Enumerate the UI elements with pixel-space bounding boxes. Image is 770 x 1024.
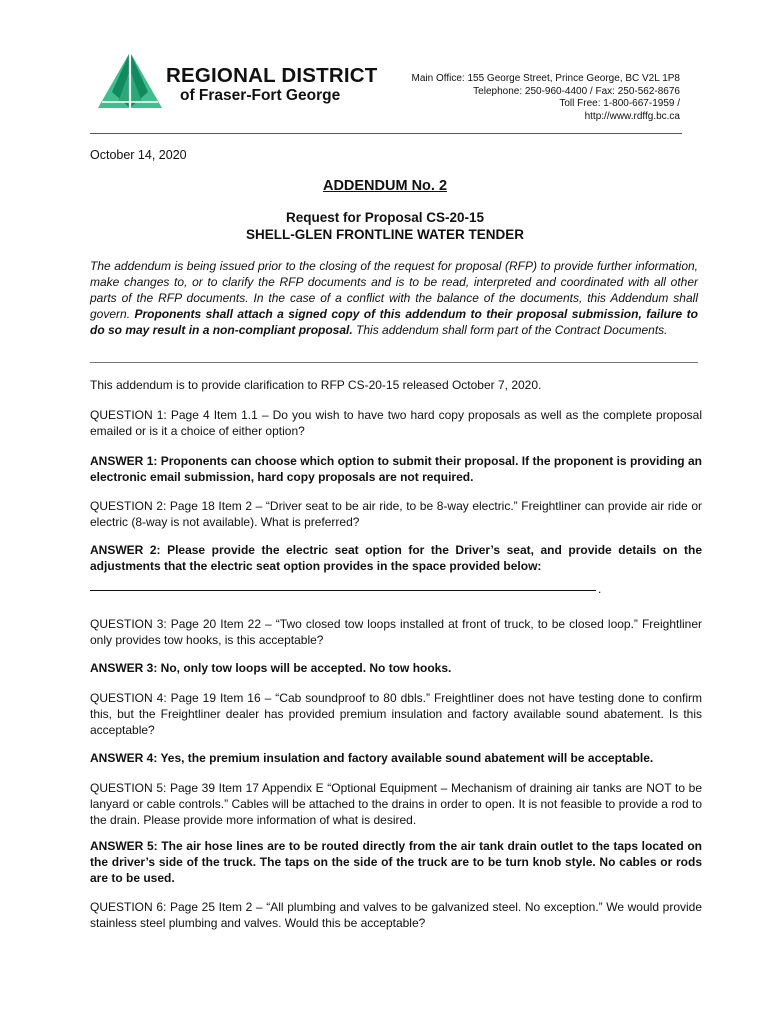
org-name: REGIONAL DISTRICT bbox=[166, 64, 378, 87]
contact-tollfree: Toll Free: 1-800-667-1959 / bbox=[559, 98, 680, 109]
question-4: QUESTION 4: Page 19 Item 16 – “Cab soundproof to 80 dbls.” Freightliner does not have testing done to confirm this, but the Freightliner dealer has provided premium insulation and factory available sound abatement. Is this acceptable? bbox=[90, 691, 702, 737]
answer-2-text: : Please provide the electric seat option for the Driver’s seat, and provide details on the adjustments that the electric seat option provides in the space provided below: bbox=[90, 543, 702, 573]
question-2: QUESTION 2: Page 18 Item 2 – “Driver seat to be air ride, to be 8-way electric.” Freightliner can provide air ride or electric (8-way is not available). What is preferred? bbox=[90, 499, 702, 529]
answer-5: ANSWER 5: The air hose lines are to be routed directly from the air tank drain outlet to the taps located on the driver’s side of the truck. The taps on the side of the truck are to be turn knob style. No cables or rods are to be used. bbox=[90, 839, 702, 885]
question-5: QUESTION 5: Page 39 Item 17 Appendix E “Optional Equipment – Mechanism of draining air tanks are NOT to be lanyard or cable controls.” Cables will be attached to the drains in order to open. It is not feasible to provide a rod to the drain. Please provide more information of what is desired. bbox=[90, 781, 702, 827]
contact-address: Main Office: 155 George Street, Prince George, BC V2L 1P8 bbox=[411, 73, 680, 84]
intro-bold-notice: Proponents shall attach a signed copy of this addendum to their proposal submission, failure to do so may result in a non-compliant proposal. bbox=[90, 307, 698, 337]
intro-paragraph bbox=[90, 258, 698, 338]
question-1: QUESTION 1: Page 4 Item 1.1 – Do you wish to have two hard copy proposals as well as the complete proposal emailed or is it a choice of either option? bbox=[90, 408, 702, 438]
header-divider bbox=[90, 133, 682, 134]
section-divider bbox=[90, 362, 698, 363]
addendum-title: ADDENDUM No. 2 bbox=[322, 178, 448, 194]
answer-4: ANSWER 4: Yes, the premium insulation and factory available sound abatement will be acceptable. bbox=[90, 751, 654, 765]
document-date: October 14, 2020 bbox=[90, 148, 187, 162]
rfp-number: Request for Proposal CS-20-15 bbox=[285, 210, 485, 225]
answer-2 bbox=[90, 543, 702, 575]
project-title: SHELL-GLEN FRONTLINE WATER TENDER bbox=[246, 227, 524, 242]
org-subname: of Fraser-Fort George bbox=[180, 87, 341, 104]
answer-1: ANSWER 1: Proponents can choose which option to submit their proposal. If the proponent is providing an electronic email submission, hard copy proposals are not required. bbox=[90, 454, 702, 484]
answer-blank-period: . bbox=[598, 582, 602, 596]
answer-blank-line bbox=[90, 590, 596, 591]
contact-phone: Telephone: 250-960-4400 / Fax: 250-562-8676 bbox=[473, 85, 680, 97]
regional-district-logo bbox=[98, 52, 162, 108]
question-6: QUESTION 6: Page 25 Item 2 – “All plumbing and valves to be galvanized steel. No exception.” We would provide stainless steel plumbing and valves. Would this be acceptable? bbox=[90, 900, 702, 930]
contact-block bbox=[412, 73, 680, 123]
clarification-text: This addendum is to provide clarification to RFP CS-20-15 released October 7, 2020. bbox=[90, 378, 542, 392]
intro-text-2: This addendum shall form part of the Contract Documents. bbox=[352, 323, 668, 337]
contact-website: http://www.rdffg.bc.ca bbox=[584, 110, 680, 122]
question-3: QUESTION 3: Page 20 Item 22 – “Two closed tow loops installed at front of truck, to be closed loop.” Freightliner only provides tow hooks, is this acceptable? bbox=[90, 617, 702, 647]
answer-3: ANSWER 3: No, only tow loops will be accepted. No tow hooks. bbox=[90, 661, 452, 675]
answer-2-label: ANSWER 2 bbox=[90, 543, 157, 557]
intro-text-1: The addendum is being issued prior to the closing of the request for proposal (RFP) to provide further information, make changes to, or to clarify the RFP documents and is to be read, interpreted and coordinated with all other parts of the RFP documents. In the case of a conflict with the balance of the documents, this Addendum shall govern. bbox=[90, 259, 698, 321]
